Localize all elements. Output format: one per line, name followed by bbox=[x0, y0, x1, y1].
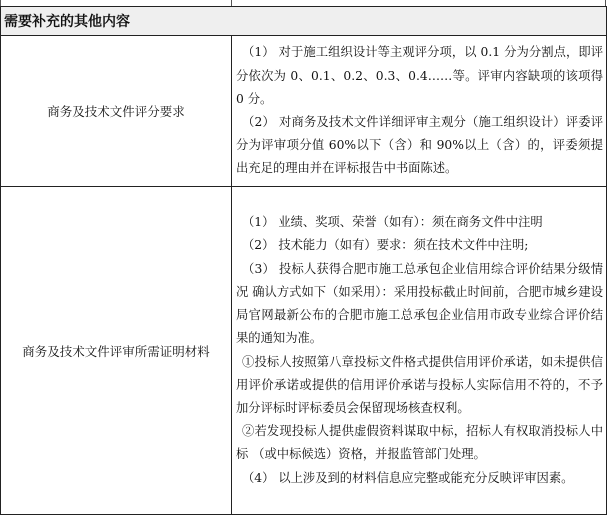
row-label: 商务及技术文件评审所需证明材料 bbox=[1, 187, 232, 515]
paragraph: （1） 业绩、奖项、荣誉（如有）：须在商务文件中注明 bbox=[242, 215, 543, 230]
paragraph: ①投标人按照第八章投标文件格式提供信用评价承诺，如未提供信用评价承诺或提供的信用评价承诺与投标人实际信用不符的，不予加分评标时评标委员会保留现场核查权利。 bbox=[236, 354, 603, 415]
table-row bbox=[1, 36, 607, 187]
row-content bbox=[232, 36, 607, 187]
table-row bbox=[1, 187, 607, 515]
section-title: 需要补充的其他内容 bbox=[1, 7, 607, 36]
section-header-row bbox=[1, 7, 607, 36]
paragraph: （3） 投标人获得合肥市施工总承包企业信用综合评价结果分级情况 确认方式如下（如采用）：采用投标截止时间前，合肥市城乡建设局官网最新公布的合肥市施工总承包企业信用市政专业综合评价结果的通知为准。 bbox=[236, 261, 603, 346]
paragraph: （1） 对于施工组织设计等主观评分项，以 0.1 分为分割点，即评分依次为 0、0.1、0.2、0.3、0.4……等。评审内容缺项的该项得 0 分。 bbox=[236, 45, 603, 106]
row-label: 商务及技术文件评分要求 bbox=[1, 36, 232, 187]
supplement-table bbox=[0, 6, 607, 515]
row-content bbox=[232, 187, 607, 515]
paragraph: （4） 以上涉及到的材料信息应完整或能充分反映评审因素。 bbox=[242, 470, 574, 485]
paragraph: ②若发现投标人提供虚假资料谋取中标，招标人有权取消投标人中 标 （或中标候选）资格，并报监管部门处理。 bbox=[236, 424, 603, 462]
paragraph: （2） 技术能力（如有）要求：须在技术文件中注明; bbox=[242, 238, 529, 253]
paragraph: （2） 对商务及技术文件详细评审主观分（施工组织设计）评委评分为评审项分值 60%以下（含）和 90%以上（含）的，评委须提出充足的理由并在评标报告中书面陈述。 bbox=[236, 115, 603, 176]
